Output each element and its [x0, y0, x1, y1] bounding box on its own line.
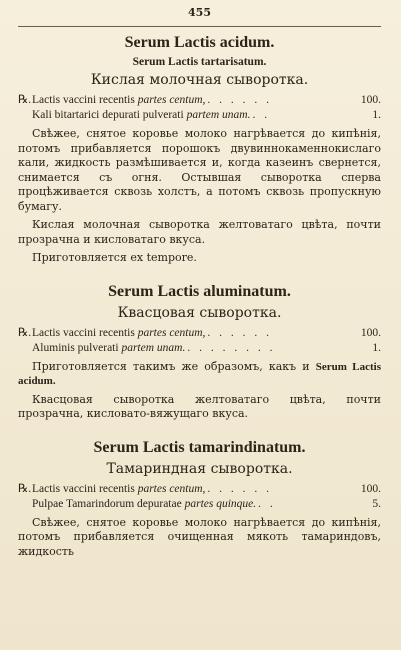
ingredient-text — [32, 341, 185, 356]
section-title-latin: Serum Lactis tamarindinatum. — [93, 438, 306, 456]
section-subtitle-latin: Serum Lactis tartarisatum. — [132, 56, 267, 68]
ingredient-quantity: 1. — [372, 341, 381, 354]
ingredient-text — [32, 93, 205, 108]
section-title-latin: Serum Lactis acidum. — [124, 34, 275, 51]
ingredient-text — [32, 108, 250, 123]
recipe — [18, 326, 381, 356]
leader-dots: . . — [252, 109, 271, 121]
body-paragraph: Квасцовая сыворотка желтоватаго цвѣта, почти прозрачна, кисловато-вяжущаго вкуса. — [18, 392, 381, 420]
body-paragraph: Приготовляется ex tempore. — [32, 251, 197, 264]
body-paragraph: Свѣжее, снятое коровье молоко нагрѣвается до кипѣнія, потомъ прибавляется порошокъ двувиннокаменнокислаго кали, жидкость размѣшивается и, когда казеинъ свернется, снимается съ огня. Остывшая сыворотка сперва процѣживается сквозь холстъ, а потомъ сквозь пропускную бумагу. — [18, 127, 381, 213]
ingredient-amount-word: partes quinque. — [184, 497, 257, 510]
recipe — [18, 93, 381, 123]
section-title-latin: Serum Lactis aluminatum. — [108, 282, 291, 300]
ingredient-quantity: 5. — [372, 497, 381, 510]
ingredient-name: Aluminis pulverati — [32, 341, 119, 354]
ingredient-name: Kali bitartarici depurati pulverati — [32, 109, 184, 121]
ingredient-name: Lactis vaccini recentis — [32, 326, 135, 339]
ingredient-name: Pulpae Tamarindorum depuratae — [32, 497, 182, 510]
section-title-russian: Тамариндная сыворотка. — [106, 460, 293, 477]
ingredient-amount-word: partes centum, — [137, 326, 206, 339]
header-rule — [18, 26, 381, 27]
recipe — [18, 482, 381, 512]
ingredient-amount-word: partes centum, — [137, 482, 206, 495]
ingredient-text — [32, 482, 205, 497]
leader-dots: . . . . . . — [207, 94, 273, 106]
leader-dots: . . . . . . — [207, 326, 273, 339]
leader-dots: . . . . . . . . — [187, 341, 276, 354]
ingredient-quantity: 1. — [372, 109, 381, 121]
ingredient-name: Lactis vaccini recentis — [32, 482, 135, 495]
ingredient-amount-word: partem unam. — [121, 341, 186, 354]
recipe-line — [18, 326, 381, 341]
section-serum-acidum — [18, 33, 381, 266]
ingredient-text — [32, 326, 205, 341]
leader-dots: . . . . . . — [207, 482, 273, 495]
leader-dots: . . — [258, 497, 276, 510]
ingredient-quantity: 100. — [360, 326, 381, 339]
section-serum-aluminatum — [18, 282, 381, 422]
ingredient-amount-word: partes centum, — [137, 94, 206, 106]
ingredient-name: Lactis vaccini recentis — [32, 94, 135, 106]
body-paragraph: Свѣжее, снятое коровье молоко нагрѣвается до кипѣнія, потомъ прибавляется очищенная мякоть тамариндовъ, жидкость — [18, 515, 381, 558]
page-number: 455 — [188, 6, 211, 19]
recipe-line — [18, 108, 381, 123]
section-serum-tamarindinatum — [18, 438, 381, 560]
body-paragraph — [18, 360, 381, 389]
ingredient-quantity: 100. — [360, 94, 381, 106]
ingredient-amount-word: partem unam. — [186, 109, 251, 121]
rx-symbol: ℞. — [18, 326, 32, 339]
rx-symbol: ℞. — [18, 482, 32, 495]
paragraph-text: Приготовляется такимъ же образомъ, какъ и — [32, 359, 310, 373]
section-title-russian: Квасцовая сыворотка. — [117, 304, 282, 321]
ingredient-text — [32, 497, 256, 512]
ingredient-quantity: 100. — [360, 482, 381, 495]
recipe-line — [18, 93, 381, 108]
recipe-line — [18, 497, 381, 512]
body-paragraph: Кислая молочная сыворотка желтоватаго цвѣта, почти прозрачна и кисловатаго вкуса. — [18, 218, 381, 246]
rx-symbol: ℞. — [18, 94, 32, 106]
section-title-russian: Кислая молочная сыворотка. — [90, 72, 309, 88]
recipe-line — [18, 482, 381, 497]
cross-reference: Serum Lactis acidum. — [18, 360, 381, 387]
recipe-line — [18, 341, 381, 356]
